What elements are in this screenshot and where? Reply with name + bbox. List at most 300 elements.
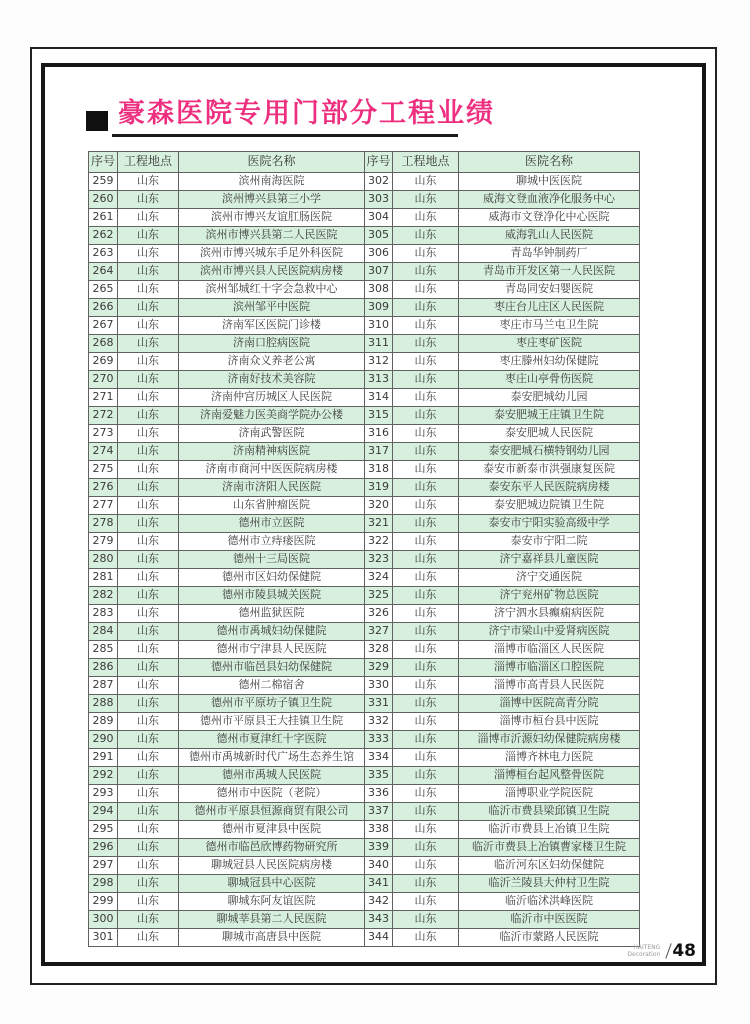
location-cell: 山东: [118, 497, 179, 515]
serial-cell: 266: [89, 299, 118, 317]
page-title: 豪森医院专用门部分工程业绩: [118, 98, 495, 129]
location-cell: 山东: [118, 425, 179, 443]
table-row: [89, 371, 640, 389]
hospital-name-cell: 泰安肥城边院镇卫生院: [459, 497, 640, 515]
table-row: [89, 821, 640, 839]
hospital-name-cell: 泰安市宁阳实验高级中学: [459, 515, 640, 533]
table-row: [89, 659, 640, 677]
location-cell: 山东: [393, 767, 459, 785]
serial-cell: 314: [365, 389, 393, 407]
hospital-name-cell: 临沂市费县上冶镇曹家楼卫生院: [459, 839, 640, 857]
table-row: [89, 803, 640, 821]
location-cell: 山东: [393, 569, 459, 587]
serial-cell: 324: [365, 569, 393, 587]
header-serial-right: 序号: [365, 152, 393, 173]
location-cell: 山东: [393, 911, 459, 929]
table-row: [89, 245, 640, 263]
hospital-name-cell: 威海市文登净化中心医院: [459, 209, 640, 227]
location-cell: 山东: [118, 281, 179, 299]
hospital-name-cell: 淄博职业学院医院: [459, 785, 640, 803]
hospital-name-cell: 聊城东阿友谊医院: [179, 893, 365, 911]
hospital-name-cell: 滨州市博兴县人民医院病房楼: [179, 263, 365, 281]
hospital-name-cell: 滨州邹平中医院: [179, 299, 365, 317]
hospital-name-cell: 德州监狱医院: [179, 605, 365, 623]
hospital-name-cell: 淄博市临淄区人民医院: [459, 641, 640, 659]
location-cell: 山东: [393, 695, 459, 713]
location-cell: 山东: [118, 875, 179, 893]
serial-cell: 290: [89, 731, 118, 749]
hospital-name-cell: 淄博市沂源妇幼保健院病房楼: [459, 731, 640, 749]
hospital-name-cell: 临沂河东区妇幼保健院: [459, 857, 640, 875]
hospital-name-cell: 淄博桓台起风整骨医院: [459, 767, 640, 785]
location-cell: 山东: [393, 245, 459, 263]
location-cell: 山东: [393, 587, 459, 605]
hospital-name-cell: 德州市区妇幼保健院: [179, 569, 365, 587]
table-row: [89, 893, 640, 911]
hospital-name-cell: 济宁泗水县癫痫病医院: [459, 605, 640, 623]
hospital-name-cell: 德州市禹城人民医院: [179, 767, 365, 785]
location-cell: 山东: [393, 749, 459, 767]
location-cell: 山东: [118, 587, 179, 605]
hospital-name-cell: 泰安东平人民医院病房楼: [459, 479, 640, 497]
serial-cell: 306: [365, 245, 393, 263]
location-cell: 山东: [118, 227, 179, 245]
header-location-right: 工程地点: [393, 152, 459, 173]
hospital-name-cell: 聊城市高唐县中医院: [179, 929, 365, 947]
location-cell: 山东: [118, 893, 179, 911]
serial-cell: 320: [365, 497, 393, 515]
table-row: [89, 911, 640, 929]
serial-cell: 336: [365, 785, 393, 803]
serial-cell: 335: [365, 767, 393, 785]
location-cell: 山东: [118, 443, 179, 461]
hospital-name-cell: 济南军区医院门诊楼: [179, 317, 365, 335]
hospital-name-cell: 德州市平原县王大挂镇卫生院: [179, 713, 365, 731]
hospital-name-cell: 临沂市费县梁邱镇卫生院: [459, 803, 640, 821]
table-row: [89, 173, 640, 191]
hospital-name-cell: 枣庄山亭骨伤医院: [459, 371, 640, 389]
hospital-name-cell: 淄博中医院高青分院: [459, 695, 640, 713]
table-row: [89, 839, 640, 857]
table-row: [89, 875, 640, 893]
hospital-name-cell: 青岛市开发区第一人民医院: [459, 263, 640, 281]
hospital-name-cell: 济南市商河中医医院病房楼: [179, 461, 365, 479]
location-cell: 山东: [118, 785, 179, 803]
location-cell: 山东: [118, 803, 179, 821]
table-row: [89, 479, 640, 497]
serial-cell: 273: [89, 425, 118, 443]
header-location-left: 工程地点: [118, 152, 179, 173]
location-cell: 山东: [118, 263, 179, 281]
serial-cell: 302: [365, 173, 393, 191]
serial-cell: 260: [89, 191, 118, 209]
hospital-name-cell: 德州市宁津县人民医院: [179, 641, 365, 659]
location-cell: 山东: [118, 533, 179, 551]
serial-cell: 300: [89, 911, 118, 929]
serial-cell: 328: [365, 641, 393, 659]
table-row: [89, 785, 640, 803]
hospital-name-cell: 滨州南海医院: [179, 173, 365, 191]
serial-cell: 289: [89, 713, 118, 731]
serial-cell: 332: [365, 713, 393, 731]
table-row: [89, 299, 640, 317]
serial-cell: 304: [365, 209, 393, 227]
location-cell: 山东: [118, 677, 179, 695]
serial-cell: 316: [365, 425, 393, 443]
serial-cell: 275: [89, 461, 118, 479]
location-cell: 山东: [118, 713, 179, 731]
hospital-project-table: [88, 151, 640, 947]
location-cell: 山东: [118, 821, 179, 839]
hospital-name-cell: 泰安肥城石横特钢幼儿园: [459, 443, 640, 461]
serial-cell: 334: [365, 749, 393, 767]
hospital-name-cell: 聊城冠县人民医院病房楼: [179, 857, 365, 875]
table-row: [89, 353, 640, 371]
footer-brand-mark: [596, 938, 696, 964]
hospital-name-cell: 滨州邹城红十字会急救中心: [179, 281, 365, 299]
location-cell: 山东: [118, 245, 179, 263]
hospital-name-cell: 德州市禹城妇幼保健院: [179, 623, 365, 641]
location-cell: 山东: [118, 173, 179, 191]
serial-cell: 263: [89, 245, 118, 263]
location-cell: 山东: [393, 713, 459, 731]
serial-cell: 327: [365, 623, 393, 641]
table-row: [89, 191, 640, 209]
serial-cell: 323: [365, 551, 393, 569]
location-cell: 山东: [393, 173, 459, 191]
hospital-name-cell: 聊城莘县第二人民医院: [179, 911, 365, 929]
table-row: [89, 263, 640, 281]
serial-cell: 278: [89, 515, 118, 533]
serial-cell: 296: [89, 839, 118, 857]
hospital-name-cell: 青岛同安妇婴医院: [459, 281, 640, 299]
location-cell: 山东: [393, 281, 459, 299]
serial-cell: 307: [365, 263, 393, 281]
location-cell: 山东: [118, 749, 179, 767]
serial-cell: 337: [365, 803, 393, 821]
serial-cell: 279: [89, 533, 118, 551]
hospital-name-cell: 济南市济阳人民医院: [179, 479, 365, 497]
hospital-name-cell: 泰安市新泰市洪强康复医院: [459, 461, 640, 479]
table-row: [89, 317, 640, 335]
hospital-name-cell: 济南仲宫历城区人民医院: [179, 389, 365, 407]
hospital-name-cell: 青岛华钟制药厂: [459, 245, 640, 263]
hospital-name-cell: 德州市夏津县中医院: [179, 821, 365, 839]
serial-cell: 318: [365, 461, 393, 479]
location-cell: 山东: [393, 371, 459, 389]
hospital-name-cell: 泰安肥城人民医院: [459, 425, 640, 443]
hospital-name-cell: 德州市临邑欣博药物研究所: [179, 839, 365, 857]
brand-line2: Decoration: [627, 951, 661, 958]
serial-cell: 338: [365, 821, 393, 839]
hospital-name-cell: 临沂市费县上冶镇卫生院: [459, 821, 640, 839]
hospital-name-cell: 滨州市博兴县第二人民医院: [179, 227, 365, 245]
hospital-name-cell: 德州市临邑县妇幼保健院: [179, 659, 365, 677]
table-row: [89, 533, 640, 551]
brand-line1: HAITENG: [633, 943, 661, 951]
location-cell: 山东: [393, 515, 459, 533]
table-row: [89, 515, 640, 533]
location-cell: 山东: [118, 929, 179, 947]
hospital-name-cell: 淄博市桓台县中医院: [459, 713, 640, 731]
location-cell: 山东: [118, 209, 179, 227]
serial-cell: 322: [365, 533, 393, 551]
serial-cell: 276: [89, 479, 118, 497]
table-row: [89, 443, 640, 461]
location-cell: 山东: [393, 623, 459, 641]
location-cell: 山东: [118, 407, 179, 425]
serial-cell: 294: [89, 803, 118, 821]
header-serial-left: 序号: [89, 152, 118, 173]
table-row: [89, 281, 640, 299]
serial-cell: 330: [365, 677, 393, 695]
header-hospital-right: 医院名称: [459, 152, 640, 173]
hospital-name-cell: 济宁交通医院: [459, 569, 640, 587]
location-cell: 山东: [393, 785, 459, 803]
location-cell: 山东: [393, 803, 459, 821]
location-cell: 山东: [393, 875, 459, 893]
hospital-name-cell: 德州市平原坊子镇卫生院: [179, 695, 365, 713]
location-cell: 山东: [393, 317, 459, 335]
table-row: [89, 749, 640, 767]
hospital-name-cell: 滨州市博兴友谊肛肠医院: [179, 209, 365, 227]
serial-cell: 288: [89, 695, 118, 713]
serial-cell: 262: [89, 227, 118, 245]
serial-cell: 340: [365, 857, 393, 875]
serial-cell: 325: [365, 587, 393, 605]
table-row: [89, 731, 640, 749]
location-cell: 山东: [118, 731, 179, 749]
hospital-name-cell: 济南武警医院: [179, 425, 365, 443]
brand-slash-mark: [661, 943, 671, 959]
table-row: [89, 677, 640, 695]
table-row: [89, 695, 640, 713]
serial-cell: 339: [365, 839, 393, 857]
table-row: [89, 713, 640, 731]
serial-cell: 315: [365, 407, 393, 425]
serial-cell: 308: [365, 281, 393, 299]
serial-cell: 319: [365, 479, 393, 497]
hospital-name-cell: 济宁市梁山中爱肾病医院: [459, 623, 640, 641]
location-cell: 山东: [118, 389, 179, 407]
hospital-name-cell: 临沂市中医医院: [459, 911, 640, 929]
hospital-name-cell: 德州市平原县恒源商贸有限公司: [179, 803, 365, 821]
serial-cell: 291: [89, 749, 118, 767]
location-cell: 山东: [393, 551, 459, 569]
hospital-name-cell: 淄博市高青县人民医院: [459, 677, 640, 695]
page-number: 48: [672, 940, 696, 961]
location-cell: 山东: [118, 623, 179, 641]
table-row: [89, 587, 640, 605]
brand-text: [627, 944, 660, 958]
location-cell: 山东: [393, 443, 459, 461]
serial-cell: 292: [89, 767, 118, 785]
serial-cell: 259: [89, 173, 118, 191]
location-cell: 山东: [118, 371, 179, 389]
location-cell: 山东: [118, 353, 179, 371]
serial-cell: 321: [365, 515, 393, 533]
table-row: [89, 641, 640, 659]
header-hospital-left: 医院名称: [179, 152, 365, 173]
hospital-name-cell: 威海乳山人民医院: [459, 227, 640, 245]
serial-cell: 297: [89, 857, 118, 875]
serial-cell: 305: [365, 227, 393, 245]
hospital-name-cell: 枣庄枣矿医院: [459, 335, 640, 353]
table-row: [89, 569, 640, 587]
table-row: [89, 767, 640, 785]
hospital-name-cell: 聊城中医医院: [459, 173, 640, 191]
hospital-name-cell: 济南精神病医院: [179, 443, 365, 461]
location-cell: 山东: [118, 335, 179, 353]
serial-cell: 282: [89, 587, 118, 605]
table-row: [89, 227, 640, 245]
serial-cell: 280: [89, 551, 118, 569]
serial-cell: 281: [89, 569, 118, 587]
serial-cell: 311: [365, 335, 393, 353]
hospital-name-cell: 枣庄滕州妇幼保健院: [459, 353, 640, 371]
hospital-name-cell: 德州市禹城新时代广场生态养生馆: [179, 749, 365, 767]
location-cell: 山东: [118, 461, 179, 479]
location-cell: 山东: [118, 551, 179, 569]
location-cell: 山东: [393, 497, 459, 515]
hospital-name-cell: 泰安肥城王庄镇卫生院: [459, 407, 640, 425]
serial-cell: 313: [365, 371, 393, 389]
serial-cell: 333: [365, 731, 393, 749]
hospital-name-cell: 济南众义养老公寓: [179, 353, 365, 371]
location-cell: 山东: [393, 299, 459, 317]
hospital-name-cell: 德州市中医院（老院）: [179, 785, 365, 803]
hospital-name-cell: 枣庄台儿庄区人民医院: [459, 299, 640, 317]
location-cell: 山东: [393, 821, 459, 839]
serial-cell: 283: [89, 605, 118, 623]
table-row: [89, 389, 640, 407]
hospital-name-cell: 泰安市宁阳二院: [459, 533, 640, 551]
table-row: [89, 623, 640, 641]
location-cell: 山东: [393, 479, 459, 497]
location-cell: 山东: [118, 839, 179, 857]
hospital-name-cell: 泰安肥城幼儿园: [459, 389, 640, 407]
hospital-name-cell: 山东省肿瘤医院: [179, 497, 365, 515]
serial-cell: 264: [89, 263, 118, 281]
serial-cell: 301: [89, 929, 118, 947]
location-cell: 山东: [393, 641, 459, 659]
table-row: [89, 497, 640, 515]
serial-cell: 274: [89, 443, 118, 461]
hospital-name-cell: 德州二棉宿舍: [179, 677, 365, 695]
location-cell: 山东: [393, 389, 459, 407]
serial-cell: 298: [89, 875, 118, 893]
location-cell: 山东: [118, 605, 179, 623]
hospital-name-cell: 德州市立痔瘘医院: [179, 533, 365, 551]
serial-cell: 326: [365, 605, 393, 623]
hospital-name-cell: 德州市立医院: [179, 515, 365, 533]
table-row: [89, 461, 640, 479]
hospital-name-cell: 临沂市蒙路人民医院: [459, 929, 640, 947]
hospital-name-cell: 济南爱魅力医美商学院办公楼: [179, 407, 365, 425]
serial-cell: 277: [89, 497, 118, 515]
serial-cell: 287: [89, 677, 118, 695]
table-row: [89, 425, 640, 443]
serial-cell: 295: [89, 821, 118, 839]
hospital-name-cell: 枣庄市马兰屯卫生院: [459, 317, 640, 335]
hospital-name-cell: 济宁嘉祥县儿童医院: [459, 551, 640, 569]
hospital-name-cell: 济宁兖州矿物总医院: [459, 587, 640, 605]
page-title-row: [86, 96, 495, 131]
location-cell: 山东: [393, 605, 459, 623]
table-row: [89, 209, 640, 227]
hospital-name-cell: 滨州市博兴城东手足外科医院: [179, 245, 365, 263]
location-cell: 山东: [393, 839, 459, 857]
hospital-name-cell: 济南口腔病医院: [179, 335, 365, 353]
hospital-name-cell: 临沂兰陵县大仲村卫生院: [459, 875, 640, 893]
location-cell: 山东: [393, 533, 459, 551]
table-row: [89, 407, 640, 425]
hospital-name-cell: 济南好技术美容院: [179, 371, 365, 389]
title-square-bullet: [86, 111, 108, 131]
location-cell: 山东: [393, 407, 459, 425]
location-cell: 山东: [393, 425, 459, 443]
location-cell: 山东: [393, 335, 459, 353]
location-cell: 山东: [118, 515, 179, 533]
location-cell: 山东: [393, 461, 459, 479]
serial-cell: 317: [365, 443, 393, 461]
serial-cell: 293: [89, 785, 118, 803]
hospital-name-cell: 德州市夏津红十字医院: [179, 731, 365, 749]
serial-cell: 286: [89, 659, 118, 677]
location-cell: 山东: [118, 857, 179, 875]
location-cell: 山东: [393, 659, 459, 677]
title-underline: [112, 134, 458, 137]
hospital-name-cell: 聊城冠县中心医院: [179, 875, 365, 893]
location-cell: 山东: [118, 767, 179, 785]
serial-cell: 309: [365, 299, 393, 317]
location-cell: 山东: [118, 317, 179, 335]
location-cell: 山东: [393, 677, 459, 695]
serial-cell: 285: [89, 641, 118, 659]
location-cell: 山东: [118, 191, 179, 209]
serial-cell: 341: [365, 875, 393, 893]
serial-cell: 310: [365, 317, 393, 335]
serial-cell: 329: [365, 659, 393, 677]
location-cell: 山东: [393, 191, 459, 209]
serial-cell: 269: [89, 353, 118, 371]
hospital-name-cell: 德州市陵县城关医院: [179, 587, 365, 605]
serial-cell: 284: [89, 623, 118, 641]
hospital-name-cell: 德州十三局医院: [179, 551, 365, 569]
serial-cell: 261: [89, 209, 118, 227]
location-cell: 山东: [393, 893, 459, 911]
location-cell: 山东: [393, 857, 459, 875]
location-cell: 山东: [393, 227, 459, 245]
hospital-name-cell: 淄博齐林电力医院: [459, 749, 640, 767]
serial-cell: 331: [365, 695, 393, 713]
location-cell: 山东: [118, 641, 179, 659]
hospital-name-cell: 临沂临沭洪峰医院: [459, 893, 640, 911]
serial-cell: 265: [89, 281, 118, 299]
location-cell: 山东: [393, 929, 459, 947]
serial-cell: 268: [89, 335, 118, 353]
location-cell: 山东: [118, 299, 179, 317]
serial-cell: 272: [89, 407, 118, 425]
location-cell: 山东: [118, 479, 179, 497]
hospital-name-cell: 威海文登血液净化服务中心: [459, 191, 640, 209]
serial-cell: 343: [365, 911, 393, 929]
table-row: [89, 857, 640, 875]
table-row: [89, 605, 640, 623]
serial-cell: 267: [89, 317, 118, 335]
table-row: [89, 929, 640, 947]
location-cell: 山东: [393, 353, 459, 371]
